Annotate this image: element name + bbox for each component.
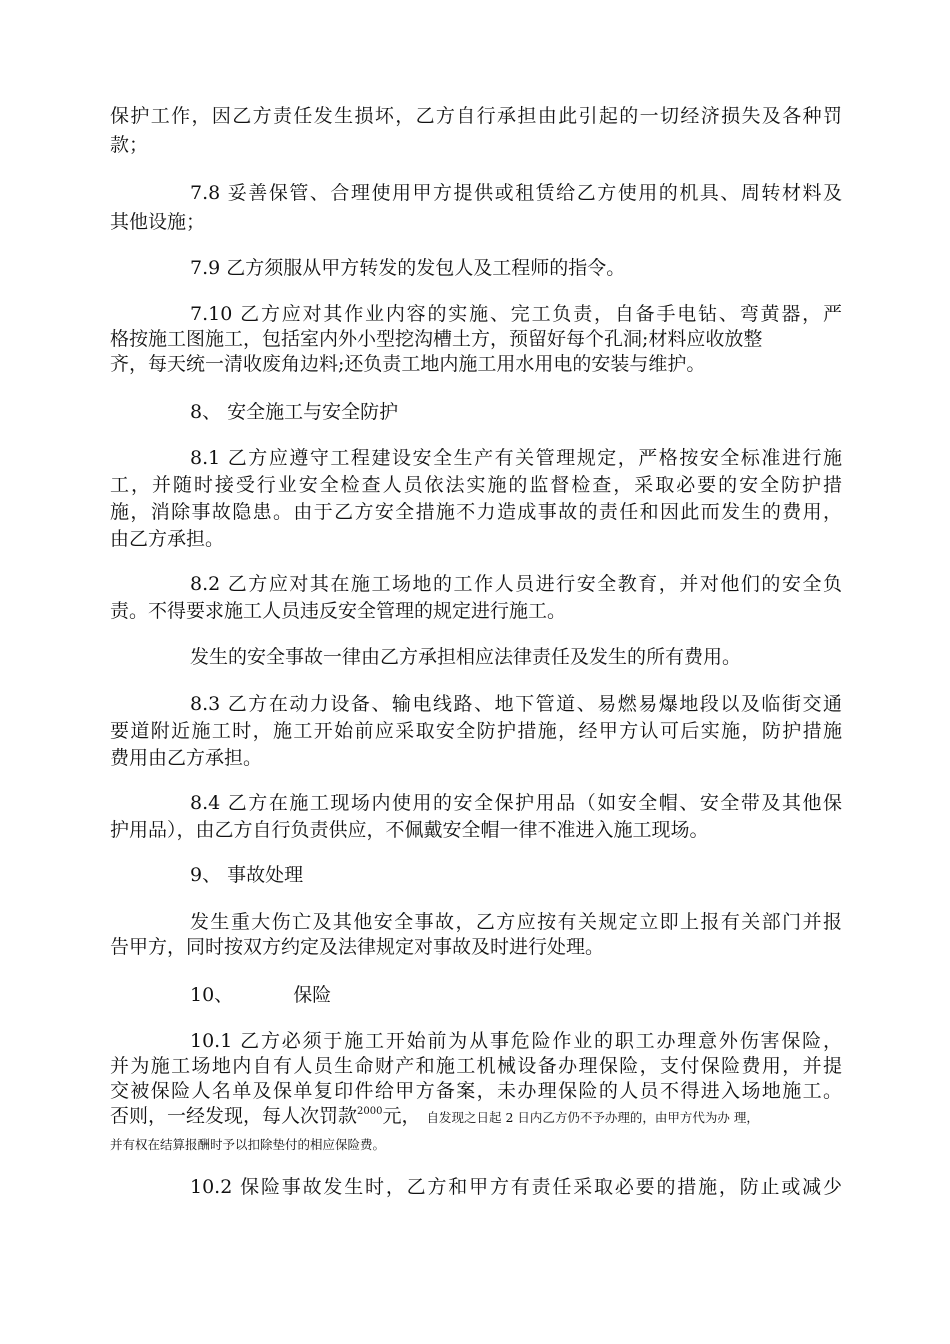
clause-8-1-line: 8.1 乙方应遵守工程建设安全生产有关管理规定，严格按安全标准进行施 <box>190 447 842 469</box>
paragraph-line: 发生的安全事故一律由乙方承担相应法律责任及发生的所有费用。 <box>190 646 742 668</box>
section-title: 保险 <box>293 984 332 1006</box>
paragraph-line: 保护工作，因乙方责任发生损坏，乙方自行承担由此引起的一切经济损失及各种罚 <box>110 105 842 127</box>
section-number: 10、 <box>190 984 234 1006</box>
paragraph-line: 责。不得要求施工人员违反安全管理的规定进行施工。 <box>110 600 567 622</box>
paragraph-line: 格按施工图施工，包括室内外小型挖沟槽土方，预留好每个孔洞;材料应收放整 <box>110 328 763 350</box>
paragraph-line: 并为施工场地内自有人员生命财产和施工机械设备办理保险，支付保险费用，并提 <box>110 1055 842 1077</box>
fine-note-line: 并有权在结算报酬时予以扣除垫付的相应保险费。 <box>110 1137 386 1152</box>
paragraph-line: 护用品），由乙方自行负责供应，不佩戴安全帽一律不准进入施工现场。 <box>110 819 709 841</box>
paragraph-line: 齐，每天统一清收废角边料;还负责工地内施工用水用电的安装与维护。 <box>110 353 706 375</box>
fine-amount: 2000 <box>357 1106 383 1117</box>
fine-note: 自发现之日起 2 日内乙方仍不予办理的，由甲方代为办 理， <box>426 1110 759 1125</box>
clause-10-1-line: 10.1 乙方必须于施工开始前为从事危险作业的职工办理意外伤害保险， <box>190 1030 842 1052</box>
paragraph-line: 发生重大伤亡及其他安全事故，乙方应按有关规定立即上报有关部门并报 <box>190 911 842 933</box>
clause-7-10-line: 7.10 乙方应对其作业内容的实施、完工负责，自备手电钻、弯黄器，严 <box>190 303 842 325</box>
paragraph-line: 交被保险人名单及保单复印件给甲方备案，未办理保险的人员不得进入场地施工。 <box>110 1080 842 1102</box>
clause-7-8-line: 7.8 妥善保管、合理使用甲方提供或租赁给乙方使用的机具、周转材料及 <box>190 182 842 204</box>
paragraph-line: 其他设施； <box>110 211 206 233</box>
clause-8-2-line: 8.2 乙方应对其在施工场地的工作人员进行安全教育，并对他们的安全负 <box>190 573 842 595</box>
paragraph-line: 款； <box>110 134 149 156</box>
section-10-heading <box>190 983 842 1007</box>
paragraph-line: 要道附近施工时，施工开始前应采取安全防护措施，经甲方认可后实施，防护措施 <box>110 720 842 742</box>
paragraph-line: 施，消除事故隐患。由于乙方安全措施不力造成事故的责任和因此而发生的费用， <box>110 501 842 523</box>
clause-8-4-line: 8.4 乙方在施工现场内使用的安全保护用品（如安全帽、安全带及其他保 <box>190 792 842 814</box>
paragraph-line: 由乙方承担。 <box>110 528 225 550</box>
section-8-heading: 8、 安全施工与安全防护 <box>190 401 399 423</box>
paragraph-line: 费用由乙方承担。 <box>110 747 263 769</box>
paragraph-line: 告甲方，同时按双方约定及法律规定对事故及时进行处理。 <box>110 936 605 958</box>
clause-7-9-line: 7.9 乙方须服从甲方转发的发包人及工程师的指令。 <box>190 257 626 279</box>
paragraph-line: 工，并随时接受行业安全检查人员依法实施的监督检查，采取必要的安全防护措 <box>110 474 842 496</box>
fine-unit: 元， <box>382 1105 421 1127</box>
clause-8-3-line: 8.3 乙方在动力设备、输电线路、地下管道、易燃易爆地段以及临街交通 <box>190 693 842 715</box>
section-9-heading: 9、 事故处理 <box>190 864 304 886</box>
clause-10-2-line: 10.2 保险事故发生时，乙方和甲方有责任采取必要的措施，防止或减少 <box>190 1176 842 1198</box>
paragraph-line <box>110 1104 842 1132</box>
fine-lead: 否则，一经发现，每人次罚款 <box>110 1105 358 1127</box>
